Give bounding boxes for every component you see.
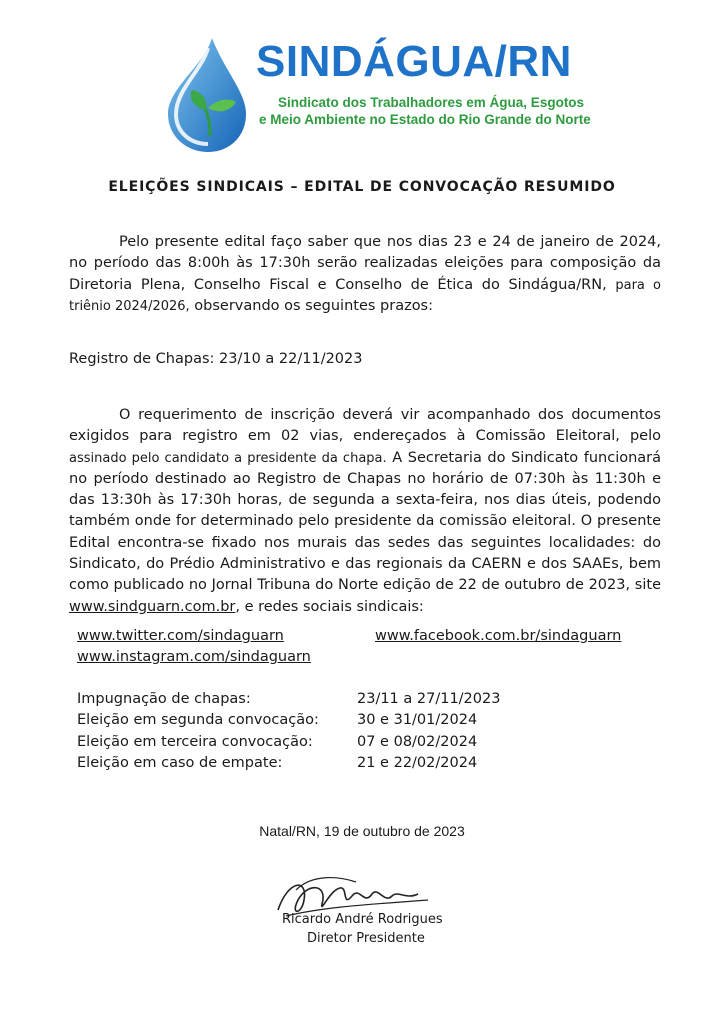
facebook-link[interactable]: www.facebook.com.br/sindaguarn bbox=[375, 628, 622, 644]
deadline-value: 23/11 a 27/11/2023 bbox=[357, 690, 501, 707]
body-paragraph bbox=[69, 405, 661, 618]
deadline-label: Eleição em caso de empate: bbox=[77, 755, 283, 772]
deadline-row bbox=[77, 688, 500, 710]
logo-subtitle-line-2: e Meio Ambiente no Estado do Rio Grande do Norte bbox=[259, 112, 591, 127]
deadline-row bbox=[77, 731, 500, 753]
deadline-label: Eleição em terceira convocação: bbox=[77, 733, 313, 750]
body-small-text: assinado pelo candidato a presidente da chapa. bbox=[69, 450, 387, 466]
document-title: ELEIÇÕES SINDICAIS – EDITAL DE CONVOCAÇÃO RESUMIDO bbox=[108, 179, 616, 195]
intro-small-text: para o triênio 2024/2026, bbox=[69, 277, 662, 314]
site-link[interactable]: www.sindguarn.com.br bbox=[69, 598, 236, 615]
logo-subtitle-line-1: Sindicato dos Trabalhadores em Água, Esgotos bbox=[278, 95, 585, 110]
deadline-label: Eleição em segunda convocação: bbox=[77, 712, 319, 729]
place-date: Natal/RN, 19 de outubro de 2023 bbox=[259, 823, 465, 839]
signer-name: Ricardo André Rodrigues bbox=[282, 912, 443, 927]
registro-chapas: Registro de Chapas: 23/10 a 22/11/2023 bbox=[69, 351, 363, 367]
body-text-1: O requerimento de inscrição deverá vir acompanhado dos documentos exigidos para registro em 02 vias, endereçados à Comissão Eleitoral, pelo bbox=[69, 407, 661, 445]
twitter-link[interactable]: www.twitter.com/sindaguarn bbox=[77, 628, 284, 644]
deadline-row bbox=[77, 710, 500, 732]
deadline-value: 30 e 31/01/2024 bbox=[357, 712, 478, 729]
instagram-link[interactable]: www.instagram.com/sindaguarn bbox=[77, 649, 311, 665]
deadline-value: 07 e 08/02/2024 bbox=[357, 733, 478, 750]
water-drop-logo-icon bbox=[164, 36, 250, 154]
deadlines-table bbox=[77, 688, 500, 774]
deadline-row bbox=[77, 753, 500, 775]
intro-end-text: observando os seguintes prazos: bbox=[194, 297, 434, 314]
logo-title: SINDÁGUA/RN bbox=[256, 37, 572, 86]
intro-text: Pelo presente edital faço saber que nos dias 23 e 24 de janeiro de 2024, no período das 8:00h às 17:30h serão realizadas eleições para composição da Diretoria Plena, Conselho Fiscal e Conselho de Ética do Sindágua/RN, bbox=[69, 234, 661, 293]
signer-role: Diretor Presidente bbox=[307, 931, 425, 946]
intro-paragraph bbox=[69, 232, 661, 317]
body-text-2: A Secretaria do Sindicato funcionará no período destinado ao Registro de Chapas no horário de 07:30h às 11:30h e das 13:30h às 17:30h horas, de segunda a sexta-feira, nos dias úteis, podendo também onde for determinado pelo presidente da comissão eleitoral. O presente Edital encontra-se fixado nos murais das sedes das seguintes localidades: do Sindicato, do Prédio Administrativo e das regionais da CAERN e dos SAAEs, bem como publicado no Jornal Tribuna do Norte edição de 22 de outubro de 2023, site bbox=[69, 449, 662, 594]
deadline-label: Impugnação de chapas: bbox=[77, 690, 251, 707]
body-text-3: , e redes sociais sindicais: bbox=[235, 598, 424, 615]
deadline-value: 21 e 22/02/2024 bbox=[357, 755, 478, 772]
